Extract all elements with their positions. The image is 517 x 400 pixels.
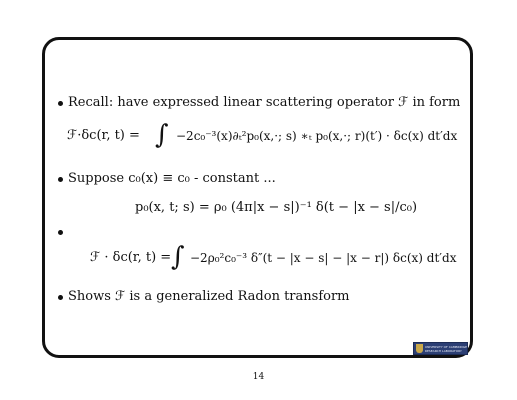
equation-3-rhs: −2ρ₀²c₀⁻³ δ″(t − |x − s| − |x − r|) δc(x) dt′dx xyxy=(190,251,457,265)
equation-1-rhs: −2c₀⁻³(x)∂ₜ²p₀(x,·; s) ∗ₜ p₀(x,·; r)(t′) · δc(x) dt′dx xyxy=(176,129,458,143)
bullet-dot xyxy=(58,230,63,235)
page-number: 14 xyxy=(252,372,265,382)
equation-2: p₀(x, t; s) = ρ₀ (4π|x − s|)⁻¹ δ(t − |x − s|/c₀) xyxy=(135,200,418,215)
bullet-dot xyxy=(58,101,63,106)
equation-1-lhs: ℱ·δc(r, t) = xyxy=(67,128,140,143)
bullet-text-radon: Shows ℱ is a generalized Radon transform xyxy=(68,289,350,304)
bullet-text-recall: Recall: have expressed linear scattering operator ℱ in form xyxy=(68,95,461,110)
integral-symbol: ∫ xyxy=(171,242,185,272)
logo-line-1: UNIVERSITY OF CAMBRIDGE xyxy=(424,344,467,349)
equation-3-lhs: ℱ · δc(r, t) = xyxy=(90,250,172,265)
bullet-text-suppose: Suppose c₀(x) ≡ c₀ - constant ... xyxy=(68,171,276,186)
logo-line-2: RESEARCH LABORATORY xyxy=(424,348,462,353)
bullet-dot xyxy=(58,177,63,182)
bullet-dot xyxy=(58,295,63,300)
integral-symbol: ∫ xyxy=(155,120,169,150)
slide-frame xyxy=(42,37,473,358)
university-logo xyxy=(413,342,468,355)
crest-icon xyxy=(416,344,423,353)
